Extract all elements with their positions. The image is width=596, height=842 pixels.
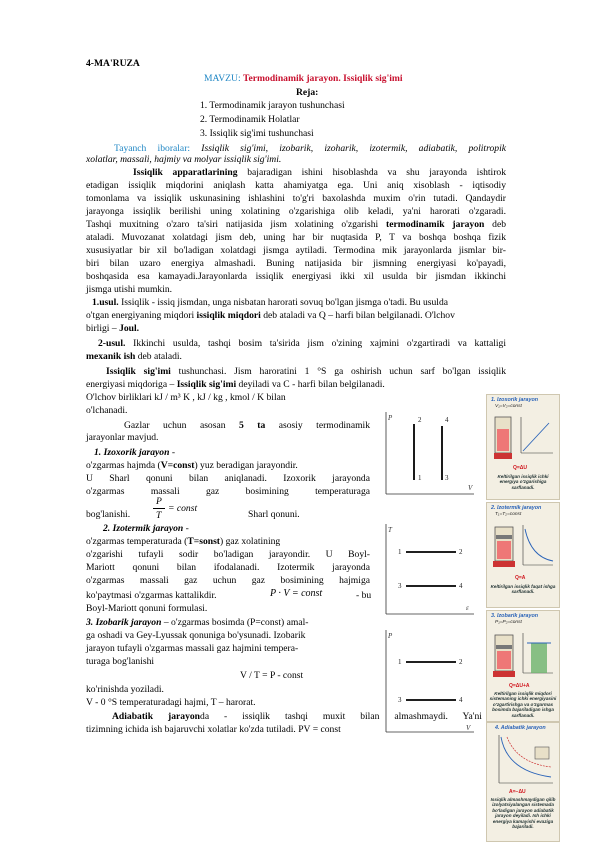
charles-formula: P T = const (150, 496, 210, 524)
keywords-line-1: Tayanch iboralar: Issiqlik sig'imi, izobarik, izoharik, izotermik, adiabatik, politropik (114, 143, 506, 154)
svg-text:2: 2 (418, 416, 422, 424)
panel-adiabatic: 4. Adiabatik jarayon A=−ΔU Issiqlik almashmaydigan qilib izolyatsiyalangan sistemada bo'ladigan jarayon adiabatik jarayon deyiladi. Ish ichki energiya kamayishi evaziga bajariladi. (486, 722, 560, 842)
iso3-formula: V / T = P - const (240, 670, 304, 681)
iso2-line-4: Mariott qonuni bilan ifodalanadi. Izotermik jarayonda (86, 562, 370, 573)
plan-title: Reja: (296, 87, 319, 98)
iso2-heading: 2. Izotermik jarayon - (103, 523, 189, 534)
p1-line-4: jarayonga issiqlik berilishi uning xolatining o'zgarishiga olib keladi, ya'ni harorati o'zgaradi. (86, 206, 506, 217)
iso3-line-4: turaga bog'lanishi (86, 656, 155, 667)
panel-isothermal: 2. Izotermik jarayon T₁=T₂=const Q=A Keltirilgan issiqlik faqat ishga sarflanadi. (486, 502, 560, 608)
adiab-line-1: Adiabatik jarayonda - issiqlik tashqi muxit bilan almashmaydi. Ya'ni (112, 711, 482, 722)
iso3-line-1: 3. Izobarik jarayon – o'zgarmas bosimda (P=const) amal- (86, 617, 309, 628)
p1-line-5: Tashqi muxitning o'zaro ta'siri natijasida jism xolatining o'zgarishi termodinamik jarayon deb (86, 219, 506, 230)
svg-text:3: 3 (445, 474, 449, 482)
iso1-heading: 1. Izoxorik jarayon - (94, 447, 176, 458)
iso2-line-7: Boyl-Mariott qonuni formulasi. (86, 603, 208, 614)
mini-curve (525, 529, 553, 561)
heat-line-3: O'lchov birliklari kJ / m³ K , kJ / kg , kmol / K bilan (86, 392, 286, 403)
p1-line-7: xususiyatlar bir xil bo'ladigan xolatdagi jismga aytiladi. Termodina mik jarayonlarda jismlar bir- (86, 245, 506, 256)
graph-isothermal (380, 520, 478, 620)
svg-text:3: 3 (398, 696, 402, 704)
topic-line (204, 73, 403, 84)
heat-line-1: Issiqlik sig'imi tushunchasi. Jism haroratini 1 °S ga oshirish uchun sarf bo'lgan issiqlik (106, 366, 506, 377)
keywords-line-2: xolatlar, massali, hajmiy va molyar issiqlik sig'imi. (86, 154, 282, 165)
panel-isothermal-illustration (491, 521, 555, 573)
p1-line-10: jismga utishi mumkin. (86, 284, 173, 295)
panel-adiabatic-illustration (491, 733, 555, 787)
panel-isochoric-illustration (491, 413, 555, 463)
axis-label-e: ε (466, 604, 469, 612)
svg-text:4: 4 (445, 416, 449, 424)
iso3-line-6: ko'rinishda yoziladi. (86, 684, 164, 695)
usul2-line-1: 2-usul. Ikkinchi usulda, tashqi bosim ta'sirida jism o'zining xajmini o'zgartiradi va kattaligi (98, 338, 506, 349)
axis-label-v: V (468, 484, 473, 492)
iso2-line-6: ko'paytmasi o'zgarmas kattalikdir. (86, 590, 217, 601)
gas-line-2: jarayonlar mavjud. (86, 432, 159, 443)
usul1-line-2: o'tgan energiyaning miqdori issiqlik miqdori deb ataladi va Q – harfi bilan belgilanadi. O'lchov (86, 310, 455, 321)
svg-text:1: 1 (418, 474, 422, 482)
p1-line-8: biri bilan uzaro energiya almashadi. Buning natijasida bir jismning energiyasi ko'payadi, (86, 258, 506, 269)
p1-line-2: etadigan issiqlik miqdorini aniqlash katta ahamiyatga ega. Uni aniq xisoblash - iqtisodiy (86, 180, 506, 191)
iso1-line-3: U Sharl qonuni bilan aniqlanadi. Izoxorik jarayonda (86, 473, 370, 484)
iso2-line-2: o'zgarmas temperaturada (T=sonst) gaz xolatining (86, 536, 281, 547)
heater (493, 671, 515, 677)
topic-label: MAVZU: (204, 73, 241, 84)
charles-law-label: Sharl qonuni. (248, 509, 300, 520)
axis-label-p: P (388, 632, 393, 640)
lecture-number: 4-MA'RUZA (86, 58, 140, 69)
keywords-label: Tayanch iboralar: (114, 143, 191, 154)
fraction-bar (153, 508, 165, 509)
gas-fill (497, 651, 511, 669)
iso3-line-7: V - 0 °S temperaturadagi hajmi, T – harorat. (86, 697, 256, 708)
panel-isochoric: 1. Izoxorik jarayon V₁=V₂=const Q=ΔU Keltirilgan issiqlik ichki energiya o'zgarishiga sarflanadi. (486, 394, 560, 500)
heater (494, 453, 512, 459)
iso1-line-4: o'zgarmas massali gaz bosimining temperaturaga (86, 486, 370, 497)
iso2-line-5: o'zgarmas massali gaz uchun gaz bosimining hajmiga (86, 575, 370, 586)
piston (496, 645, 512, 649)
panel-isobaric-illustration (491, 629, 555, 681)
usul2-line-2: mexanik ish deb ataladi. (86, 351, 182, 362)
usul1-line-3: birligi – Joul. (86, 323, 140, 334)
heat-line-4: o'lchanadi. (86, 405, 128, 416)
work-area (531, 643, 547, 673)
plan-item-3: 3. Issiqlik sig'imi tushunchasi (200, 128, 314, 139)
iso3-line-3: jarayon tufayli o'zgarmas massali gaz hajmini tempera- (86, 643, 299, 654)
p1-line-6: ataladi. Muvozanat xolatdagi jism deb, uning har bir nuqtasida P, T va boshqa boshqa fizik (86, 232, 506, 243)
p1-line-3: tomonlama va issiqlik uskunasining ishlashini to'g'ri baxolashda muxim o'rin tutadi. Qandaydir (86, 193, 506, 204)
iso1-line-2: o'zgarmas hajmda (V=const) yuz beradigan jarayondir. (86, 460, 298, 471)
iso1-line-5: bog'lanishi. (86, 509, 131, 520)
svg-text:3: 3 (398, 582, 402, 590)
svg-text:1: 1 (398, 658, 402, 666)
iso3-line-2: ga oshadi va Gey-Lyussak qonuniga bo'ysunadi. Izobarik (86, 630, 306, 641)
axis-label-t: T (388, 526, 392, 534)
heater (493, 561, 515, 567)
plan-item-2: 2. Termodinamik Holatlar (200, 114, 300, 125)
svg-text:2: 2 (459, 548, 463, 556)
usul1-line-1: 1.usul. Issiqlik - issiq jismdan, unga nisbatan harorati sovuq bo'lgan jismga o'tadi. Bu usulda (92, 297, 449, 308)
adiab-line-2: tizimning ichida ish bajaruvchi xolatlar ko'zda tutiladi. PV = const (86, 724, 341, 735)
p1-line-9: boshqasida esa kamayadi.Jarayonlarda issiqlik energiyasi ikki xil usulda bir jismdan ikkinchi (86, 271, 506, 282)
axis-label-v: V (466, 724, 471, 732)
panel-isobaric: 3. Izobarik jarayon P₁=P₂=const Q=ΔU+A Keltirilgan issiqlik miqdori sistemaning ichki energiyasini o'zgartirishga va o'zgarmas bosimda bajariladigan ishga sarflanadi. (486, 610, 560, 722)
plan-item-1: 1. Termodinamik jarayon tushunchasi (200, 100, 345, 111)
topic-title: Termodinamik jarayon. Issiqlik sig'imi (243, 73, 403, 84)
svg-text:2: 2 (459, 658, 463, 666)
svg-text:4: 4 (459, 696, 463, 704)
graph-isobaric (380, 626, 478, 738)
graph-isochoric (380, 408, 478, 502)
svg-text:4: 4 (459, 582, 463, 590)
heat-line-2: energiyasi miqdoriga – Issiqlik sig'imi deyiladi va C - harfi bilan belgilanadi. (86, 379, 385, 390)
mini-line (523, 423, 549, 451)
gas-line-1: Gazlar uchun asosan 5 ta asosiy termodinamik (124, 420, 371, 431)
axis-label-p: P (388, 414, 393, 422)
boyle-formula: P · V = const (270, 588, 323, 599)
iso2-line-3: o'zgarishi tufayli sodir bo'ladigan jarayondir. U Boyl- (86, 549, 370, 560)
cylinder (535, 747, 549, 759)
gas-fill (497, 429, 509, 451)
p1-line-1: Issiqlik apparatlarining bajaradigan ishini hisoblashda va shu jarayonda ishtirok (133, 167, 506, 178)
gas-fill (497, 541, 511, 559)
svg-text:1: 1 (398, 548, 402, 556)
iso2-tail: - bu (356, 590, 372, 601)
piston (496, 535, 512, 539)
